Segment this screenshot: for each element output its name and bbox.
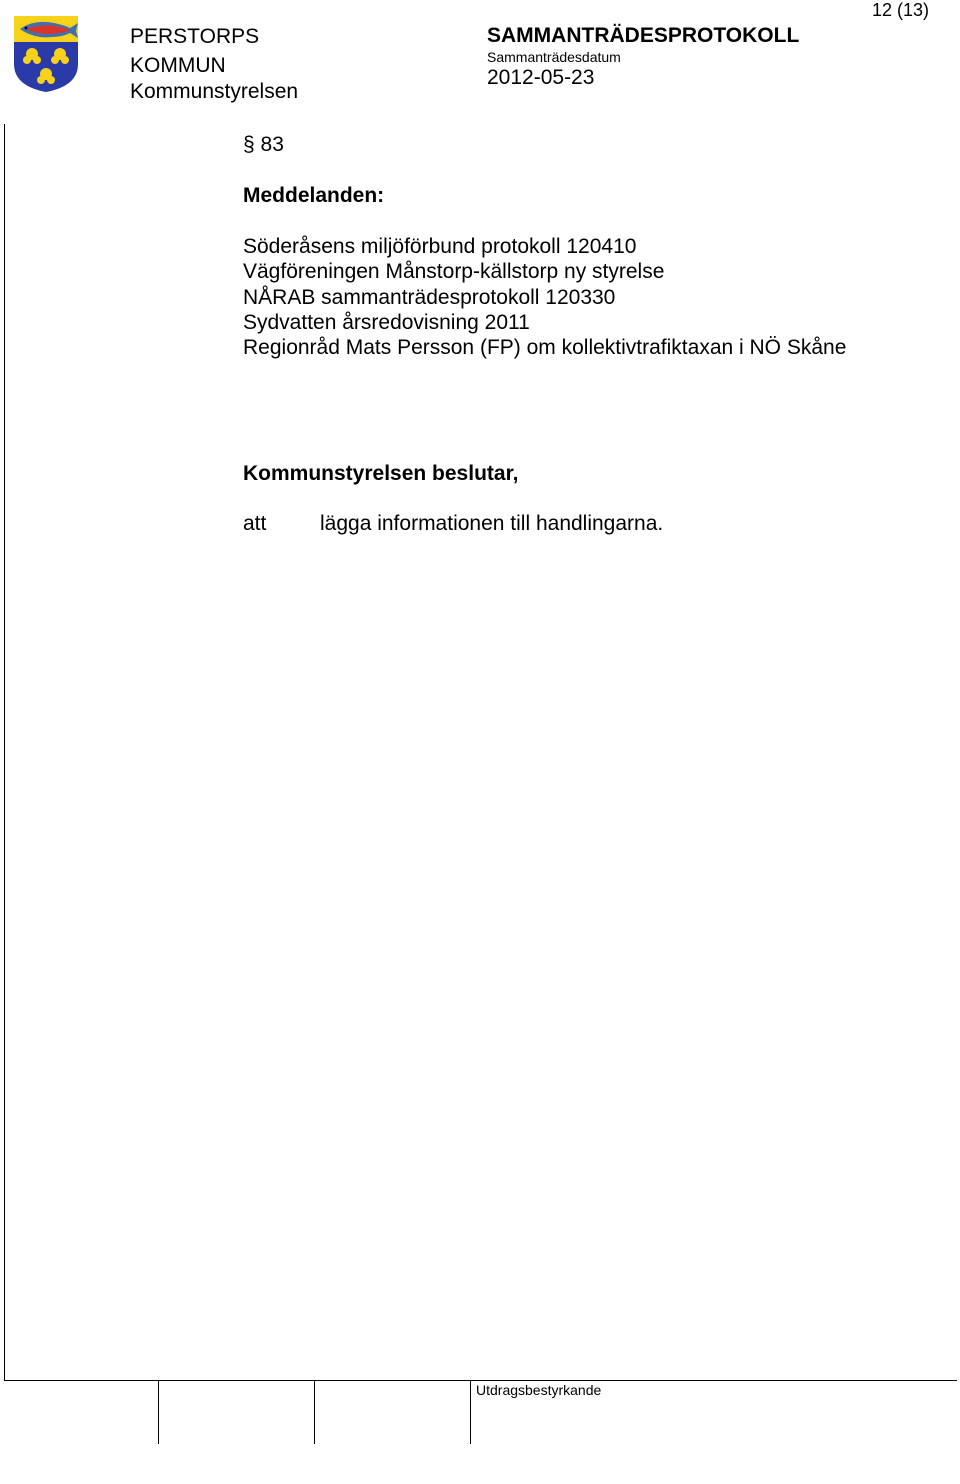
list-item: Vägföreningen Månstorp-källstorp ny styrelse — [243, 260, 665, 284]
decision-heading: Kommunstyrelsen beslutar, — [243, 462, 519, 485]
list-item: Sydvatten årsredovisning 2011 — [243, 310, 530, 334]
org-name-line1: PERSTORPS — [130, 25, 260, 48]
document-title: SAMMANTRÄDESPROTOKOLL — [487, 24, 800, 47]
decision-att: att — [243, 512, 267, 535]
signature-box-divider — [158, 1380, 159, 1444]
list-item: NÅRAB sammanträdesprotokoll 120330 — [243, 285, 616, 309]
org-unit: Kommunstyrelsen — [130, 80, 299, 103]
signature-box-divider — [470, 1380, 471, 1444]
left-margin-rule — [4, 124, 5, 1380]
signature-box-divider — [314, 1380, 315, 1444]
meeting-date: 2012-05-23 — [487, 66, 595, 89]
paragraph-number: § 83 — [243, 133, 284, 156]
municipal-coat-of-arms-icon — [12, 14, 80, 94]
section-heading: Meddelanden: — [243, 184, 385, 207]
certification-label: Utdragsbestyrkande — [476, 1382, 602, 1398]
meeting-date-label: Sammanträdesdatum — [487, 49, 621, 65]
org-name-line2: KOMMUN — [130, 54, 226, 77]
message-list — [243, 234, 863, 360]
list-item: Regionråd Mats Persson (FP) om kollektivtrafiktaxan i NÖ Skåne — [243, 336, 847, 360]
footer-rule — [4, 1380, 957, 1381]
decision-text: lägga informationen till handlingarna. — [320, 512, 664, 535]
list-item: Söderåsens miljöförbund protokoll 120410 — [243, 235, 637, 258]
page-number: 12 (13) — [872, 0, 930, 20]
